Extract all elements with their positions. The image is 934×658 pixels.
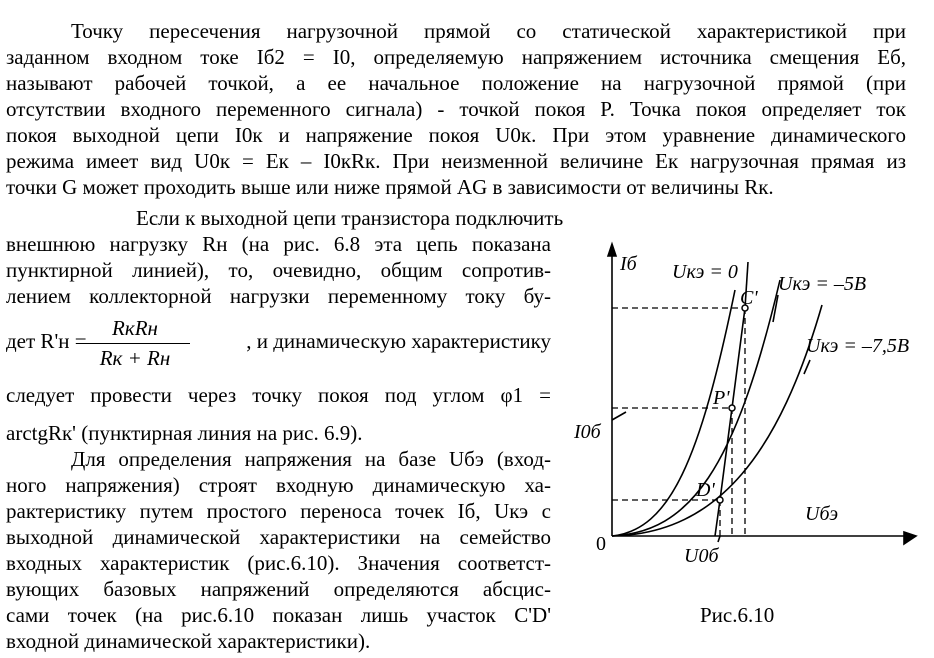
- i0-label: I0б: [574, 421, 601, 443]
- formula-suffix: , и динамическую характеристику: [246, 329, 551, 353]
- point-label: D': [696, 479, 715, 501]
- point-label: C': [740, 287, 758, 309]
- point-d: [717, 497, 723, 503]
- figure-caption: Рис.6.10: [700, 603, 775, 627]
- curve-label: Uкэ = –5B: [778, 273, 867, 295]
- text-line: режима имеет вид U0к = Eк – I0кRк. При неизменной величине Eк нагрузочная прямая из: [6, 149, 906, 173]
- text-line: рактеристику путем простого переноса точек Iб, Uкэ с: [6, 499, 551, 523]
- text-line: покоя выходной цепи I0к и напряжение покоя U0к. При этом уравнение динамического: [6, 123, 906, 147]
- text-line: вующих базовых напряжений определяются абсцис-: [6, 577, 551, 601]
- text-line: заданном входном токе Iб2 = I0, определяемую напряжением источника смещения Eб,: [6, 45, 906, 69]
- label-leader: [718, 536, 720, 542]
- text-line: пунктирной линией), то, очевидно, общим сопротив-: [6, 258, 551, 282]
- text-line: лением коллекторной нагрузки переменному току бу-: [6, 284, 551, 308]
- point-label: P': [713, 387, 730, 409]
- x-axis-arrow-icon: [904, 532, 916, 544]
- text-line: входных характеристик (рис.6.10). Значения соответст-: [6, 551, 551, 575]
- text-line: входной динамической характеристики).: [6, 629, 371, 653]
- x-axis-label: Uбэ: [805, 503, 839, 525]
- text-line: следует провести через точку покоя под углом φ1 =: [6, 383, 551, 407]
- formula-fraction: [80, 316, 190, 371]
- formula-numerator: RкRн: [112, 316, 158, 340]
- label-leader: [612, 412, 626, 420]
- fraction-bar: [80, 343, 190, 344]
- u0-label: U0б: [684, 545, 719, 567]
- text-line: Точку пересечения нагрузочной прямой со статической характеристикой при: [71, 19, 906, 43]
- text-line: точки G может проходить выше или ниже прямой AG в зависимости от величины Rк.: [6, 175, 774, 199]
- y-axis-label: Iб: [620, 253, 637, 275]
- text-line: выходной динамической характеристики на семейство: [6, 525, 551, 549]
- formula-prefix: дет R'н =: [6, 329, 87, 353]
- text-line: отсутствии входного переменного сигнала) - точкой покоя P. Точка покоя определяет ток: [6, 97, 906, 121]
- formula-denominator: Rк + Rн: [99, 346, 171, 370]
- text-line: arctgRк' (пунктирная линия на рис. 6.9).: [6, 421, 363, 445]
- text-line: внешнюю нагрузку Rн (на рис. 6.8 эта цепь показана: [6, 232, 551, 256]
- point-p: [729, 405, 735, 411]
- origin-label: 0: [596, 533, 606, 555]
- curve-label: Uкэ = –7,5B: [806, 335, 910, 357]
- text-line: ного напряжения) строят входную динамическую ха-: [6, 473, 551, 497]
- y-axis-arrow-icon: [608, 244, 616, 256]
- text-line: Для определения напряжения на базе Uбэ (вход-: [71, 447, 551, 471]
- text-line: Если к выходной цепи транзистора подключить: [136, 206, 564, 230]
- figure-6-10: [560, 240, 930, 575]
- text-line: сами точек (на рис.6.10 показан лишь участок C'D': [6, 603, 551, 627]
- label-leader: [804, 360, 810, 374]
- text-line: называют рабочей точкой, а ее начальное положение на нагрузочной прямой (при: [6, 71, 906, 95]
- curve-label: Uкэ = 0: [672, 261, 738, 283]
